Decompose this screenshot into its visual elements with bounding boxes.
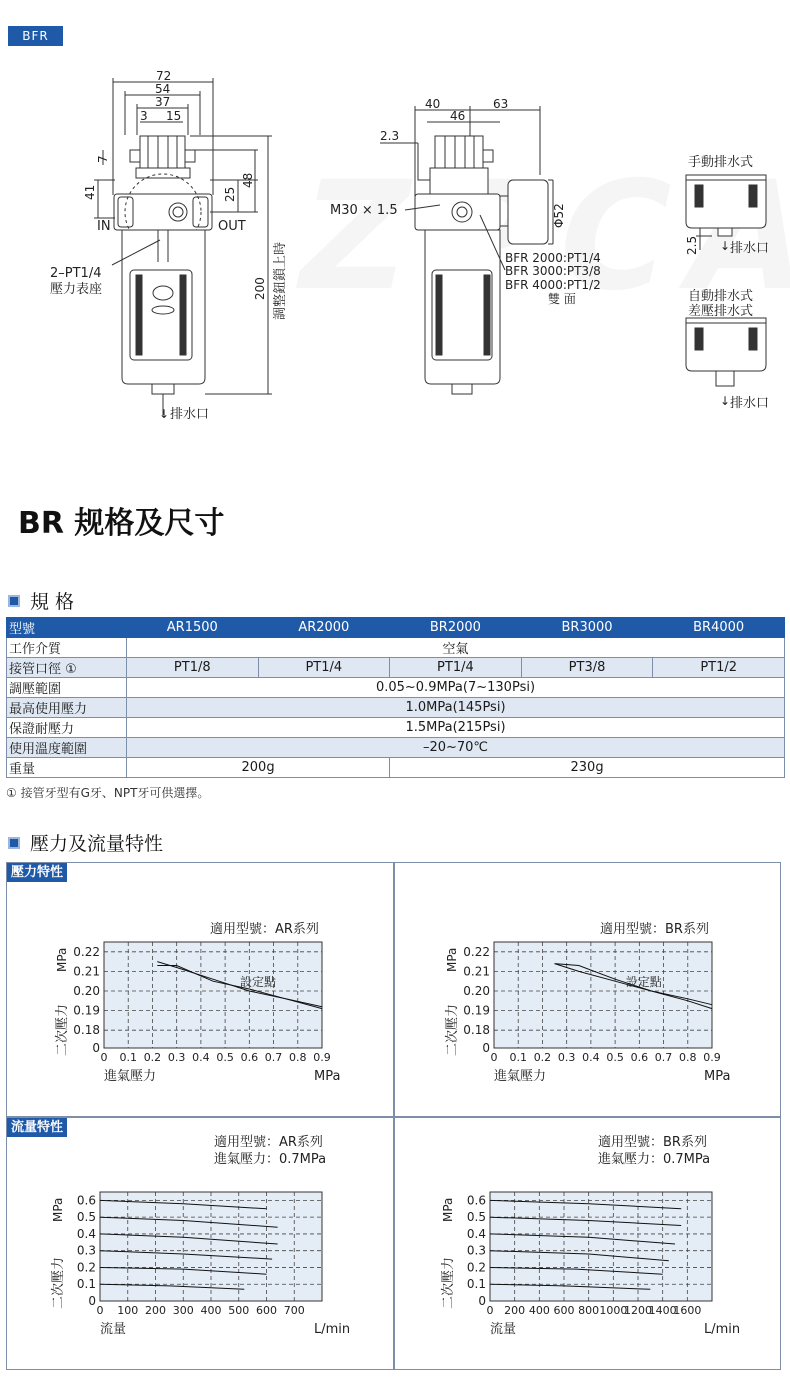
dim-72: 72 [156, 69, 172, 83]
y-tick-label: 0.21 [73, 964, 100, 979]
col-header: 型號 [7, 618, 127, 638]
pressure-tag: 壓力特性 [7, 863, 67, 882]
x-tick-label: 0.4 [192, 1051, 210, 1064]
x-tick-label: 0.2 [533, 1051, 552, 1064]
dim-7: 7 [96, 155, 110, 163]
x-axis-label: 流量 [490, 1322, 517, 1337]
plot-area [104, 942, 322, 1048]
cell: 1.0MPa(145Psi) [127, 698, 785, 718]
x-axis-unit: MPa [704, 1069, 731, 1084]
x-tick-label: 0.2 [143, 1051, 162, 1064]
x-tick-label: 400 [528, 1304, 550, 1317]
x-tick-label: 200 [145, 1304, 166, 1317]
x-tick-label: 0.6 [630, 1051, 649, 1064]
dim-2-5: 2.5 [685, 235, 699, 255]
chart-inlet-label: 進氣壓力：0.7MPa [598, 1152, 711, 1167]
out-label: OUT [218, 219, 246, 234]
spec-note: ① 接管牙型有G牙、NPT牙可供選擇。 [6, 786, 210, 800]
col-header: AR2000 [258, 618, 390, 638]
x-tick-label: 1600 [673, 1304, 702, 1317]
x-tick-label: 400 [200, 1304, 222, 1317]
x-tick-label: 500 [228, 1304, 250, 1317]
row-label: 調壓範圍 [7, 678, 127, 698]
cell: 200g [127, 758, 390, 778]
y-tick-label: 0.5 [466, 1210, 486, 1225]
y-axis-label: 二次壓力 [441, 1256, 456, 1309]
dim-2-3: 2.3 [380, 129, 400, 143]
model-2000: BFR 2000:PT1/4 [505, 251, 601, 265]
x-tick-label: 700 [283, 1304, 305, 1317]
chart-model-label: 適用型號：BR系列 [598, 1135, 707, 1150]
x-tick-label: 100 [117, 1304, 139, 1317]
x-tick-label: 0.3 [557, 1051, 576, 1064]
dim-37: 37 [155, 95, 171, 109]
x-tick-label: 0.4 [582, 1051, 600, 1064]
x-tick-label: 0.5 [216, 1051, 234, 1064]
svg-text:↓: ↓ [720, 239, 731, 253]
dim-54: 54 [155, 82, 171, 96]
y-tick-label: 0.21 [463, 964, 490, 979]
x-tick-label: 0.7 [264, 1051, 283, 1064]
x-tick-label: 0 [96, 1304, 104, 1317]
cell: PT1/2 [653, 658, 785, 678]
cell: PT1/4 [390, 658, 522, 678]
y-tick-label: 0.6 [76, 1193, 96, 1208]
x-tick-label: 0.1 [119, 1051, 137, 1064]
drain-label-auto: 排水口 [730, 396, 770, 411]
dim-48: 48 [241, 172, 255, 188]
x-tick-label: 1400 [648, 1304, 677, 1317]
auto-drain-label: 自動排水式 [688, 289, 754, 304]
x-tick-label: 0 [100, 1051, 108, 1064]
dim-40: 40 [425, 97, 441, 111]
y-tick-label: 0.22 [463, 944, 490, 959]
chart-model-label: 適用型號：BR系列 [600, 922, 709, 937]
col-header: BR3000 [521, 618, 653, 638]
col-header: BR2000 [390, 618, 522, 638]
x-tick-label: 0 [490, 1051, 498, 1064]
dim-200: 200 [253, 277, 267, 300]
section-title: BR 规格及尺寸 [18, 506, 225, 541]
svg-text:↓: ↓ [159, 407, 170, 420]
x-tick-label: 0.3 [167, 1051, 186, 1064]
x-tick-label: 0.8 [289, 1051, 307, 1064]
y-tick-label: 0.6 [466, 1193, 486, 1208]
y-axis-unit: MPa [55, 947, 69, 972]
flow-tag: 流量特性 [7, 1118, 67, 1137]
row-label: 保證耐壓力 [7, 718, 127, 738]
x-tick-label: 800 [578, 1304, 600, 1317]
y-tick-label: 0.2 [76, 1260, 96, 1275]
x-tick-label: 0.9 [703, 1051, 721, 1064]
y-tick-label: 0.19 [73, 1003, 100, 1018]
model-3000: BFR 3000:PT3/8 [505, 264, 601, 278]
height-note: 調整鈕鎖上時 [273, 241, 288, 320]
x-axis-label: 進氣壓力 [104, 1069, 157, 1084]
x-tick-label: 0.7 [654, 1051, 673, 1064]
manual-drain-label: 手動排水式 [688, 155, 754, 170]
x-tick-label: 600 [553, 1304, 575, 1317]
plot-area [494, 942, 712, 1048]
row-label: 工作介質 [7, 638, 127, 658]
x-axis-label: 進氣壓力 [494, 1069, 547, 1084]
x-axis-unit: MPa [314, 1069, 341, 1084]
thread-label: M30 × 1.5 [330, 203, 398, 218]
y-tick-label: 0.18 [463, 1023, 490, 1038]
set-point-label: 設定點 [625, 975, 662, 990]
col-header: BR4000 [653, 618, 785, 638]
x-tick-label: 600 [256, 1304, 277, 1317]
y-tick-label: 0.4 [76, 1226, 96, 1241]
x-tick-label: 0 [486, 1304, 494, 1317]
x-axis-label: 流量 [100, 1322, 127, 1337]
y-tick-label: 0.19 [463, 1003, 490, 1018]
y-axis-label: 二次壓力 [55, 1003, 70, 1056]
y-axis-unit: MPa [51, 1197, 65, 1222]
series-tag: BFR [8, 26, 63, 46]
y-tick-label: 0.4 [466, 1226, 486, 1241]
dim-15: 15 [166, 109, 182, 123]
cell: PT3/8 [521, 658, 653, 678]
diff-drain-label: 差壓排水式 [688, 304, 754, 319]
dim-46: 46 [450, 109, 466, 123]
x-tick-label: 0.6 [240, 1051, 259, 1064]
row-label: 最高使用壓力 [7, 698, 127, 718]
x-tick-label: 0.9 [313, 1051, 331, 1064]
row-label: 重量 [7, 758, 127, 778]
in-label: IN [97, 219, 111, 234]
x-tick-label: 0.8 [679, 1051, 697, 1064]
y-axis-label: 二次壓力 [445, 1003, 460, 1056]
dim-63: 63 [493, 97, 509, 111]
gauge-seat-label: 壓力表座 [50, 282, 103, 297]
dim-3: 3 [140, 109, 148, 123]
set-point-label: 設定點 [240, 975, 277, 990]
row-label: 使用溫度範圍 [7, 738, 127, 758]
dim-41: 41 [83, 184, 97, 200]
y-tick-label: 0 [478, 1294, 486, 1308]
y-axis-label: 二次壓力 [51, 1256, 66, 1309]
cell: 1.5MPa(215Psi) [127, 718, 785, 738]
chart-model-label: 適用型號：AR系列 [210, 922, 319, 937]
y-tick-label: 0.18 [73, 1023, 100, 1038]
x-tick-label: 0.1 [509, 1051, 527, 1064]
y-axis-unit: MPa [445, 947, 459, 972]
y-axis-unit: MPa [441, 1197, 455, 1222]
y-tick-label: 0.2 [466, 1260, 486, 1275]
chart-inlet-label: 進氣壓力：0.7MPa [214, 1152, 327, 1167]
y-tick-label: 0 [482, 1041, 490, 1055]
y-tick-label: 0.20 [463, 984, 490, 998]
drain-label-manual: 排水口 [730, 241, 770, 256]
dim-25: 25 [223, 186, 237, 202]
drain-label-front: 排水口 [170, 407, 210, 420]
col-header: AR1500 [127, 618, 259, 638]
x-tick-label: 1000 [599, 1304, 628, 1317]
cell: 230g [390, 758, 785, 778]
y-tick-label: 0 [92, 1041, 100, 1055]
y-tick-label: 0 [88, 1294, 96, 1308]
x-tick-label: 1200 [624, 1304, 652, 1317]
model-4000: BFR 4000:PT1/2 [505, 278, 601, 292]
row-label: 接管口徑 ① [7, 658, 127, 678]
x-tick-label: 200 [504, 1304, 526, 1317]
y-tick-label: 0.1 [466, 1277, 486, 1292]
dim-phi52: Φ52 [552, 203, 566, 228]
chart-model-label: 適用型號：AR系列 [214, 1135, 323, 1150]
y-tick-label: 0.20 [73, 984, 100, 998]
y-tick-label: 0.5 [76, 1210, 96, 1225]
spec-heading-text: 規 格 [30, 591, 75, 613]
gauge-port-label: 2–PT1/4 [50, 266, 102, 281]
x-tick-label: 300 [172, 1304, 194, 1317]
y-tick-label: 0.22 [73, 944, 100, 959]
perf-heading-text: 壓力及流量特性 [30, 833, 164, 855]
cell: 0.05~0.9MPa(7~130Psi) [127, 678, 785, 698]
x-axis-unit: L/min [314, 1322, 351, 1337]
cell: PT1/8 [127, 658, 259, 678]
cell: PT1/4 [258, 658, 390, 678]
y-tick-label: 0.3 [466, 1243, 486, 1258]
y-tick-label: 0.1 [76, 1277, 96, 1292]
x-tick-label: 0.5 [606, 1051, 624, 1064]
y-tick-label: 0.3 [76, 1243, 96, 1258]
svg-text:↓: ↓ [720, 394, 731, 408]
x-axis-unit: L/min [704, 1322, 741, 1337]
cell: 空氣 [127, 638, 785, 658]
both-sides-label: 雙 面 [548, 292, 576, 306]
cell: –20~70℃ [127, 738, 785, 758]
